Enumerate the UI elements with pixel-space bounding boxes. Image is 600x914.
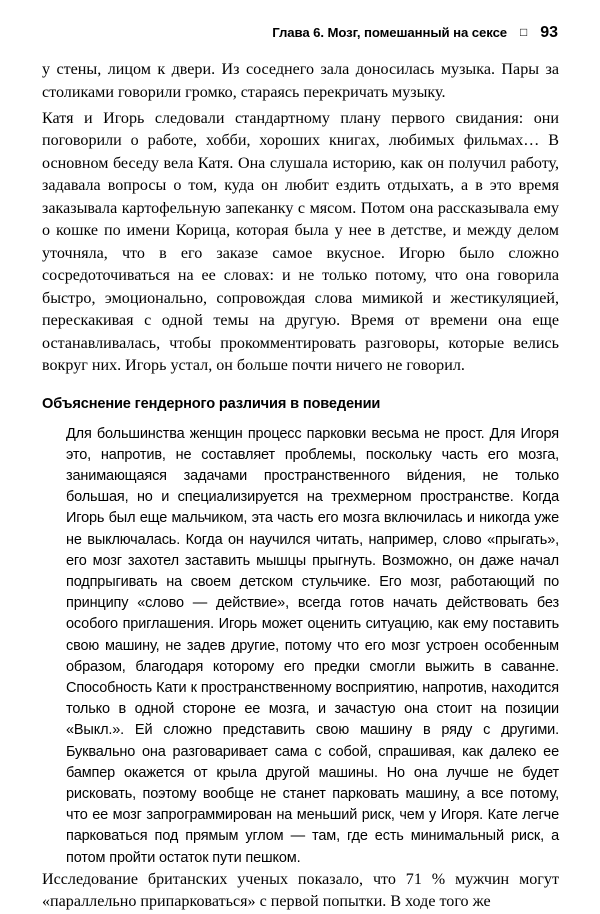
page-number: 93	[540, 24, 558, 41]
inset-paragraph: Для большинства женщин процесс парковки весьма не прост. Для Игоря это, напротив, не составляет проблемы, поскольку часть его мозга, занимающаяся задачами пространственного ви́дения, не только большая, но и специализируется на трехмерном пространстве. Когда Игорь был еще мальчиком, эта часть его мозга включилась и никогда уже не выключалась. Когда он научился читать, например, слово «прыгать», его мозг захотел заставить мышцы прыгнуть. Возможно, он даже начал подпрыгивать на своем детском стульчике. Его мозг, работающий по принципу «слово — действие», всегда готов начать действовать без особого приглашения. Игорь может оценить ситуацию, как ему поставить свою машину, не задев другие, потому что его мозг устроен особенным образом, благодаря которому его предки смогли выжить в саванне. Способность Кати к пространственному восприятию, напротив, находится только в одной стороне ее мозга, и зачастую она стоит на позиции «Выкл.». Ей сложно представить свою машину в ряду с другими. Буквально она разговаривает сама с собой, спрашивая, как далеко ее бампер окажется от крыла другой машины. Но она лучше не будет рисковать, поэтому вообще не станет парковать машину, а все потому, что ее мозг запрограммирован на меньший риск, чем у Игоря. Кате легче парковаться под прямым углом — там, где есть минимальный риск, а потом пройти остаток пути пешком.	[66, 425, 559, 866]
square-bullet-icon: □	[520, 25, 528, 39]
running-head-chapter-title: Глава 6. Мозг, помешанный на сексе	[272, 25, 508, 40]
inset-sans-block	[66, 424, 559, 869]
body-paragraph: Исследование британских ученых показало, что 71 % мужчин могут «параллельно припарковаться» с первой попытки. В ходе того же	[42, 870, 559, 911]
section-heading: Объяснение гендерного различия в поведении	[42, 395, 381, 412]
section-block	[42, 395, 559, 869]
text-column	[42, 59, 559, 914]
body-paragraph: Катя и Игорь следовали стандартному плану первого свидания: они поговорили о работе, хобби, хороших книгах, любимых фильмах… В основном беседу вела Катя. Она слушала историю, как он получил работу, задавала вопросы о том, куда он любит ездить отдыхать, а в это время заказывала картофельную запеканку с мясом. Потом она рассказывала ему о кошке по имени Корица, которая была у нее в детстве, и между делом уточняла, что в его заказе самое вкусное. Игорю было сложно сосредоточиваться на ее словах: и не только потому, что она говорила быстро, эмоционально, сопровождая слова мимикой и жестикуляцией, перескакивая с одной темы на другую. Время от времени она еще останавливалась, чтобы прокомментировать разговоры, которые велись вокруг них. Игорь устал, он больше почти ничего не говорил.	[42, 109, 559, 374]
body-paragraph: у стены, лицом к двери. Из соседнего зала доносилась музыка. Пары за столиками говорили громко, стараясь перекричать музыку.	[42, 61, 559, 101]
running-head	[42, 24, 558, 46]
